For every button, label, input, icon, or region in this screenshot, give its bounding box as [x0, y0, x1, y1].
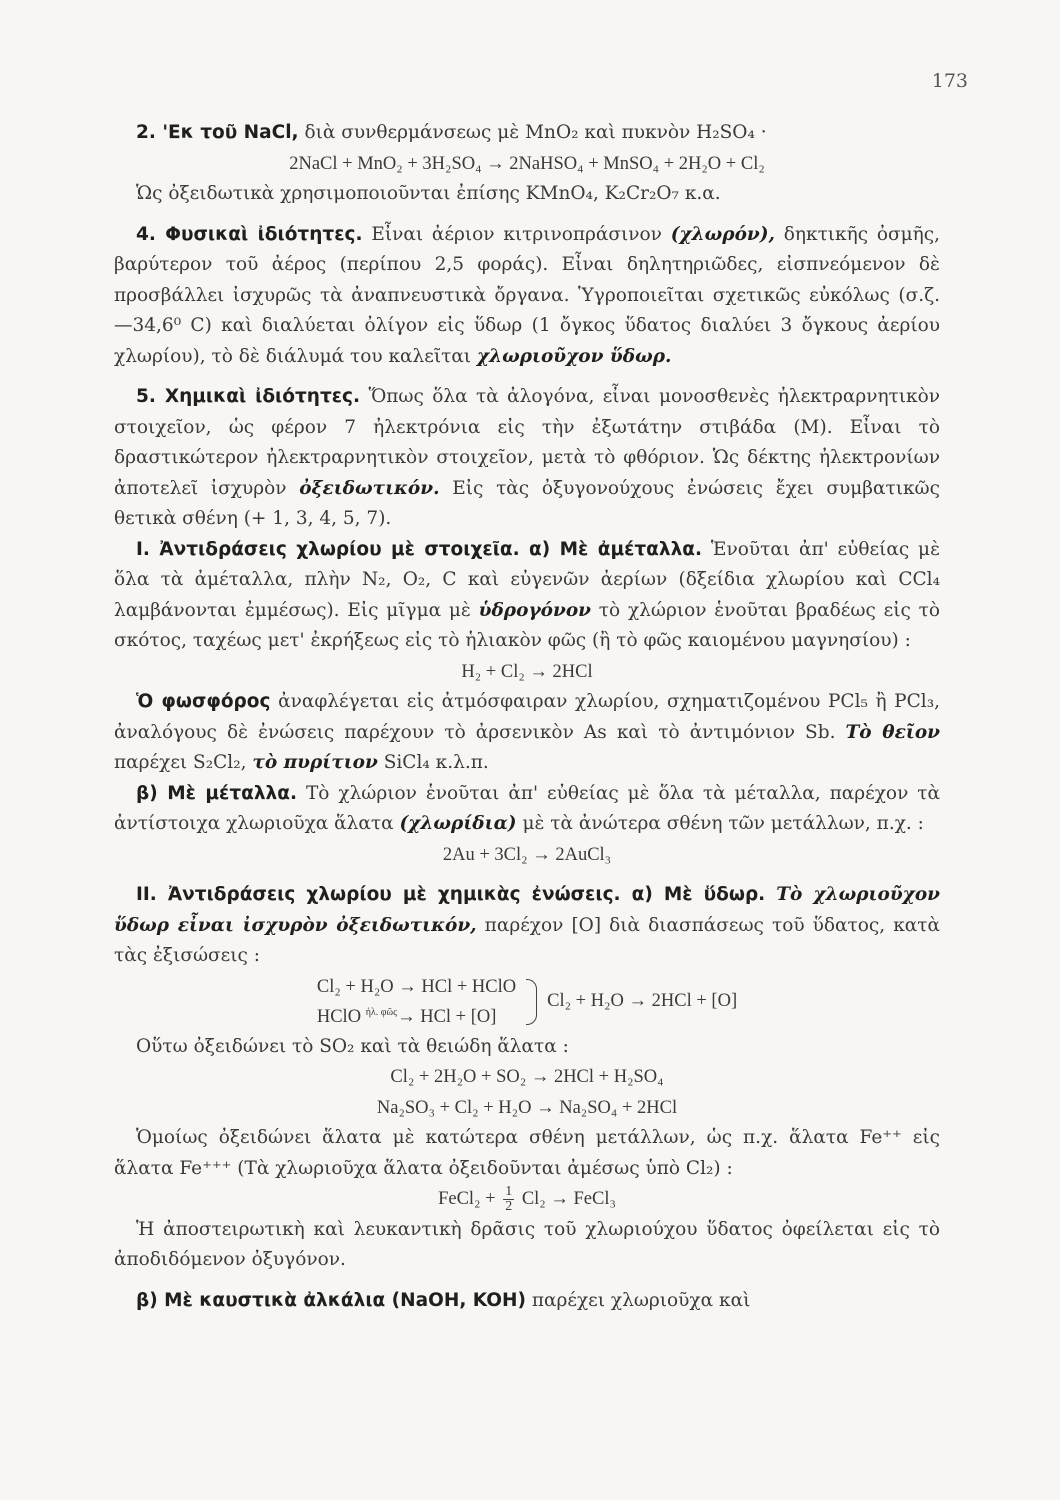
equation-fecl3 — [114, 1184, 940, 1215]
equation-fecl3-right: Cl₂ → FeCl₃ — [517, 1189, 616, 1210]
metals-heading: β) Μὲ μέταλλα. — [136, 782, 297, 804]
page-body — [114, 118, 940, 1316]
phosphorus-heading: Ὁ φωσφόρος — [136, 691, 271, 712]
term-oxidant: ὀξειδωτικόν. — [299, 477, 440, 499]
right-brace — [526, 979, 537, 1025]
section-II-heading: II. Ἀντιδράσεις χλωρίου μὲ χημικὰς ἐνώσεις. α) Μὲ ὕδωρ. — [136, 884, 766, 905]
alkali-heading: β) Μὲ καυστικὰ ἀλκάλια (NaOH, KOH) — [136, 1289, 526, 1311]
section-5-paragraph — [114, 382, 940, 535]
metals-paragraph — [114, 779, 940, 840]
metals-text-2: μὲ τὰ ἀνώτερα σθένη τῶν μετάλλων, π.χ. : — [516, 813, 924, 834]
alkali-paragraph — [114, 1286, 940, 1317]
equation-system-line-2b: → HCl + [O] — [397, 1006, 497, 1027]
section-I-paragraph — [114, 535, 940, 657]
section-2-oxidants: Ὡς ὀξειδωτικὰ χρησιμοποιοῦνται ἐπίσης KMnO₄, K₂Cr₂O₇ κ.α. — [136, 183, 721, 204]
section-II-text-1: παρέχον [O] διὰ διασπάσεως τοῦ ὕδατος, κατὰ τὰς ἐξισώσεις : — [114, 914, 940, 966]
phosphorus-paragraph — [114, 687, 940, 779]
fraction-denominator: 2 — [505, 1199, 513, 1215]
equation-system-line-2 — [317, 1000, 516, 1030]
section-5-text-2: Εἰς τὰς ὀξυγονούχους ἐνώσεις ἔχει συμβατικῶς θετικὰ σθένη (+ 1, 3, 4, 5, 7). — [114, 477, 940, 529]
alkali-text: παρέχει χλωριοῦχα καὶ — [525, 1289, 751, 1311]
term-chlorine-water: χλωριοῦχον ὕδωρ. — [476, 345, 672, 367]
equation-hcl: H₂ + Cl₂ → 2HCl — [461, 661, 593, 682]
equation-system-line-1: Cl₂ + H₂O → HCl + HClO — [316, 976, 517, 997]
equation-fecl3-left: FeCl₂ + — [438, 1189, 501, 1210]
section-5-heading: 5. Χημικαὶ ἰδιότητες. — [136, 386, 361, 407]
fraction-one-half — [503, 1185, 514, 1214]
section-4-paragraph — [114, 220, 940, 373]
equation-aucl3: 2Au + 3Cl₂ → 2AuCl₃ — [442, 844, 612, 865]
phosphorus-text-1: ἀναφλέγεται εἰς ἀτμόσφαιραν χλωρίου, σχηματιζομένου PCl₅ ἢ PCl₃, ἀναλόγους δὲ ἐνώσεις παρέχουν τὸ ἀρσενικὸν As καὶ τὸ ἀντιμόνιον Sb. — [114, 691, 940, 743]
section-I-text-1: Ἑνοῦται ἀπ' εὐθείας μὲ ὅλα τὰ ἀμέταλλα, πλὴν N₂, O₂, C καὶ εὐγενῶν ἀερίων (δξείδια χλωρίου καὶ CCl₄ λαμβάνονται ἐμμέσως). Εἰς μῖγμα μὲ — [114, 538, 941, 621]
section-2-heading: 2. 'Εκ τοῦ NaCl, — [136, 122, 299, 143]
term-hydrogen: ὑδρογόνον — [478, 599, 592, 621]
section-I-text-2: τὸ χλώριον ἑνοῦται βραδέως εἰς τὸ σκότος, ταχέως μετ' ἐκρήξεως εἰς τὸ ἡλιακὸν φῶς (ἢ τὸ φῶς καιομένου μαγνησίου) : — [114, 599, 940, 651]
equation-system-lines — [317, 974, 516, 1030]
equation-system-total: Cl₂ + H₂O → 2HCl + [O] — [547, 991, 738, 1012]
section-II-paragraph — [114, 880, 940, 972]
equation-so2: Cl₂ + 2H₂O + SO₂ → 2HCl + H₂SO₄ — [390, 1067, 664, 1088]
section-2-text: διὰ συνθερμάνσεως μὲ MnO₂ καὶ πυκνὸν H₂SO₄ · — [298, 122, 767, 143]
equation-system-water — [114, 974, 940, 1030]
section-4-text-1: Εἶναι ἀέριον κιτρινοπράσινον — [362, 223, 671, 245]
term-sulfur: Τὸ θεῖον — [845, 721, 940, 743]
section-I-heading: I. Ἀντιδράσεις χλωρίου μὲ στοιχεῖα. α) Μὲ ἀμέταλλα. — [136, 538, 703, 560]
iron-salts-text: Ὁμοίως ὀξειδώνει ἅλατα μὲ κατώτερα σθένη μετάλλων, ὡς π.χ. ἅλατα Fe⁺⁺ εἰς ἅλατα Fe⁺⁺⁺ (Τὰ χλωριοῦχα ἅλατα ὀξειδοῦνται ἀμέσως ὑπὸ Cl₂) : — [114, 1127, 940, 1179]
oxidizes-so2-text: Οὕτω ὀξειδώνει τὸ SO₂ καὶ τὰ θειώδη ἅλατα : — [136, 1035, 569, 1057]
phosphorus-text-3: SiCl₄ κ.λ.π. — [377, 752, 489, 773]
section-4-heading: 4. Φυσικαὶ ἰδιότητες. — [136, 223, 363, 245]
equation-system-line-2a: HClO — [316, 1006, 366, 1027]
equation-na2so3: Na₂SO₃ + Cl₂ + H₂O → Na₂SO₄ + 2HCl — [376, 1097, 678, 1118]
section-5-text-1: Ὅπως ὅλα τὰ ἀλογόνα, εἶναι μονοσθενὲς ἠλεκτραρνητικὸν στοιχεῖον, ὡς φέρον 7 ἠλεκτρόνια εἰς τὴν ἐξωτάτην στιβάδα (M). Εἶναι τὸ δραστικώτερον ἠλεκτραρνητικὸν στοιχεῖον, μετὰ τὸ φθόριον. Ὡς δέκτης ἠλεκτρονίων ἀποτελεῖ ἰσχυρὸν — [114, 386, 940, 499]
equation-nacl: 2NaCl + MnO₂ + 3H₂SO₄ → 2NaHSO₄ + MnSO₄ + 2H₂O + Cl₂ — [289, 153, 765, 174]
fraction-numerator: 1 — [505, 1184, 513, 1200]
light-label: ἡλ. φῶς — [365, 1006, 398, 1018]
bleaching-text: Ἡ ἀποστειρωτικὴ καὶ λευκαντικὴ δρᾶσις τοῦ χλωριούχου ὕδατος ὀφείλεται εἰς τὸ ἀποδιδόμενον ὀξυγόνον. — [114, 1218, 940, 1271]
page-number: 173 — [931, 70, 968, 92]
term-chloron: (χλωρόν), — [670, 223, 775, 245]
section-2-paragraph — [114, 118, 940, 149]
term-chlorine-water-oxidant: Τὸ χλωριοῦχον ὕδωρ εἶναι ἰσχυρὸν ὀξειδωτικόν, — [114, 884, 941, 936]
term-silicon: τὸ πυρίτιον — [252, 752, 378, 773]
term-chlorides: (χλωρίδια) — [399, 813, 517, 834]
phosphorus-text-2: παρέχει S₂Cl₂, — [114, 752, 253, 773]
section-4-text-2: δηκτικῆς ὀσμῆς, βαρύτερον τοῦ ἀέρος (περίπου 2,5 φοράς). Εἶναι δηλητηριῶδες, εἰσπνεόμενον δὲ προσβάλλει ἰσχυρῶς τὰ ἀναπνευστικὰ ὄργανα. Ὑγροποιεῖται σχετικῶς εὐκόλως (σ.ζ. —34,6⁰ C) καὶ διαλύεται ὀλίγον εἰς ὕδωρ (1 ὄγκος ὕδατος διαλύει 3 ὄγκους ἀερίου χλωρίου), τὸ δὲ διάλυμά του καλεῖται — [114, 223, 941, 367]
metals-text-1: Τὸ χλώριον ἑνοῦται ἀπ' εὐθείας μὲ ὅλα τὰ μέταλλα, παρέχον τὰ ἀντίστοιχα χλωριοῦχα ἅλατα — [114, 782, 940, 834]
